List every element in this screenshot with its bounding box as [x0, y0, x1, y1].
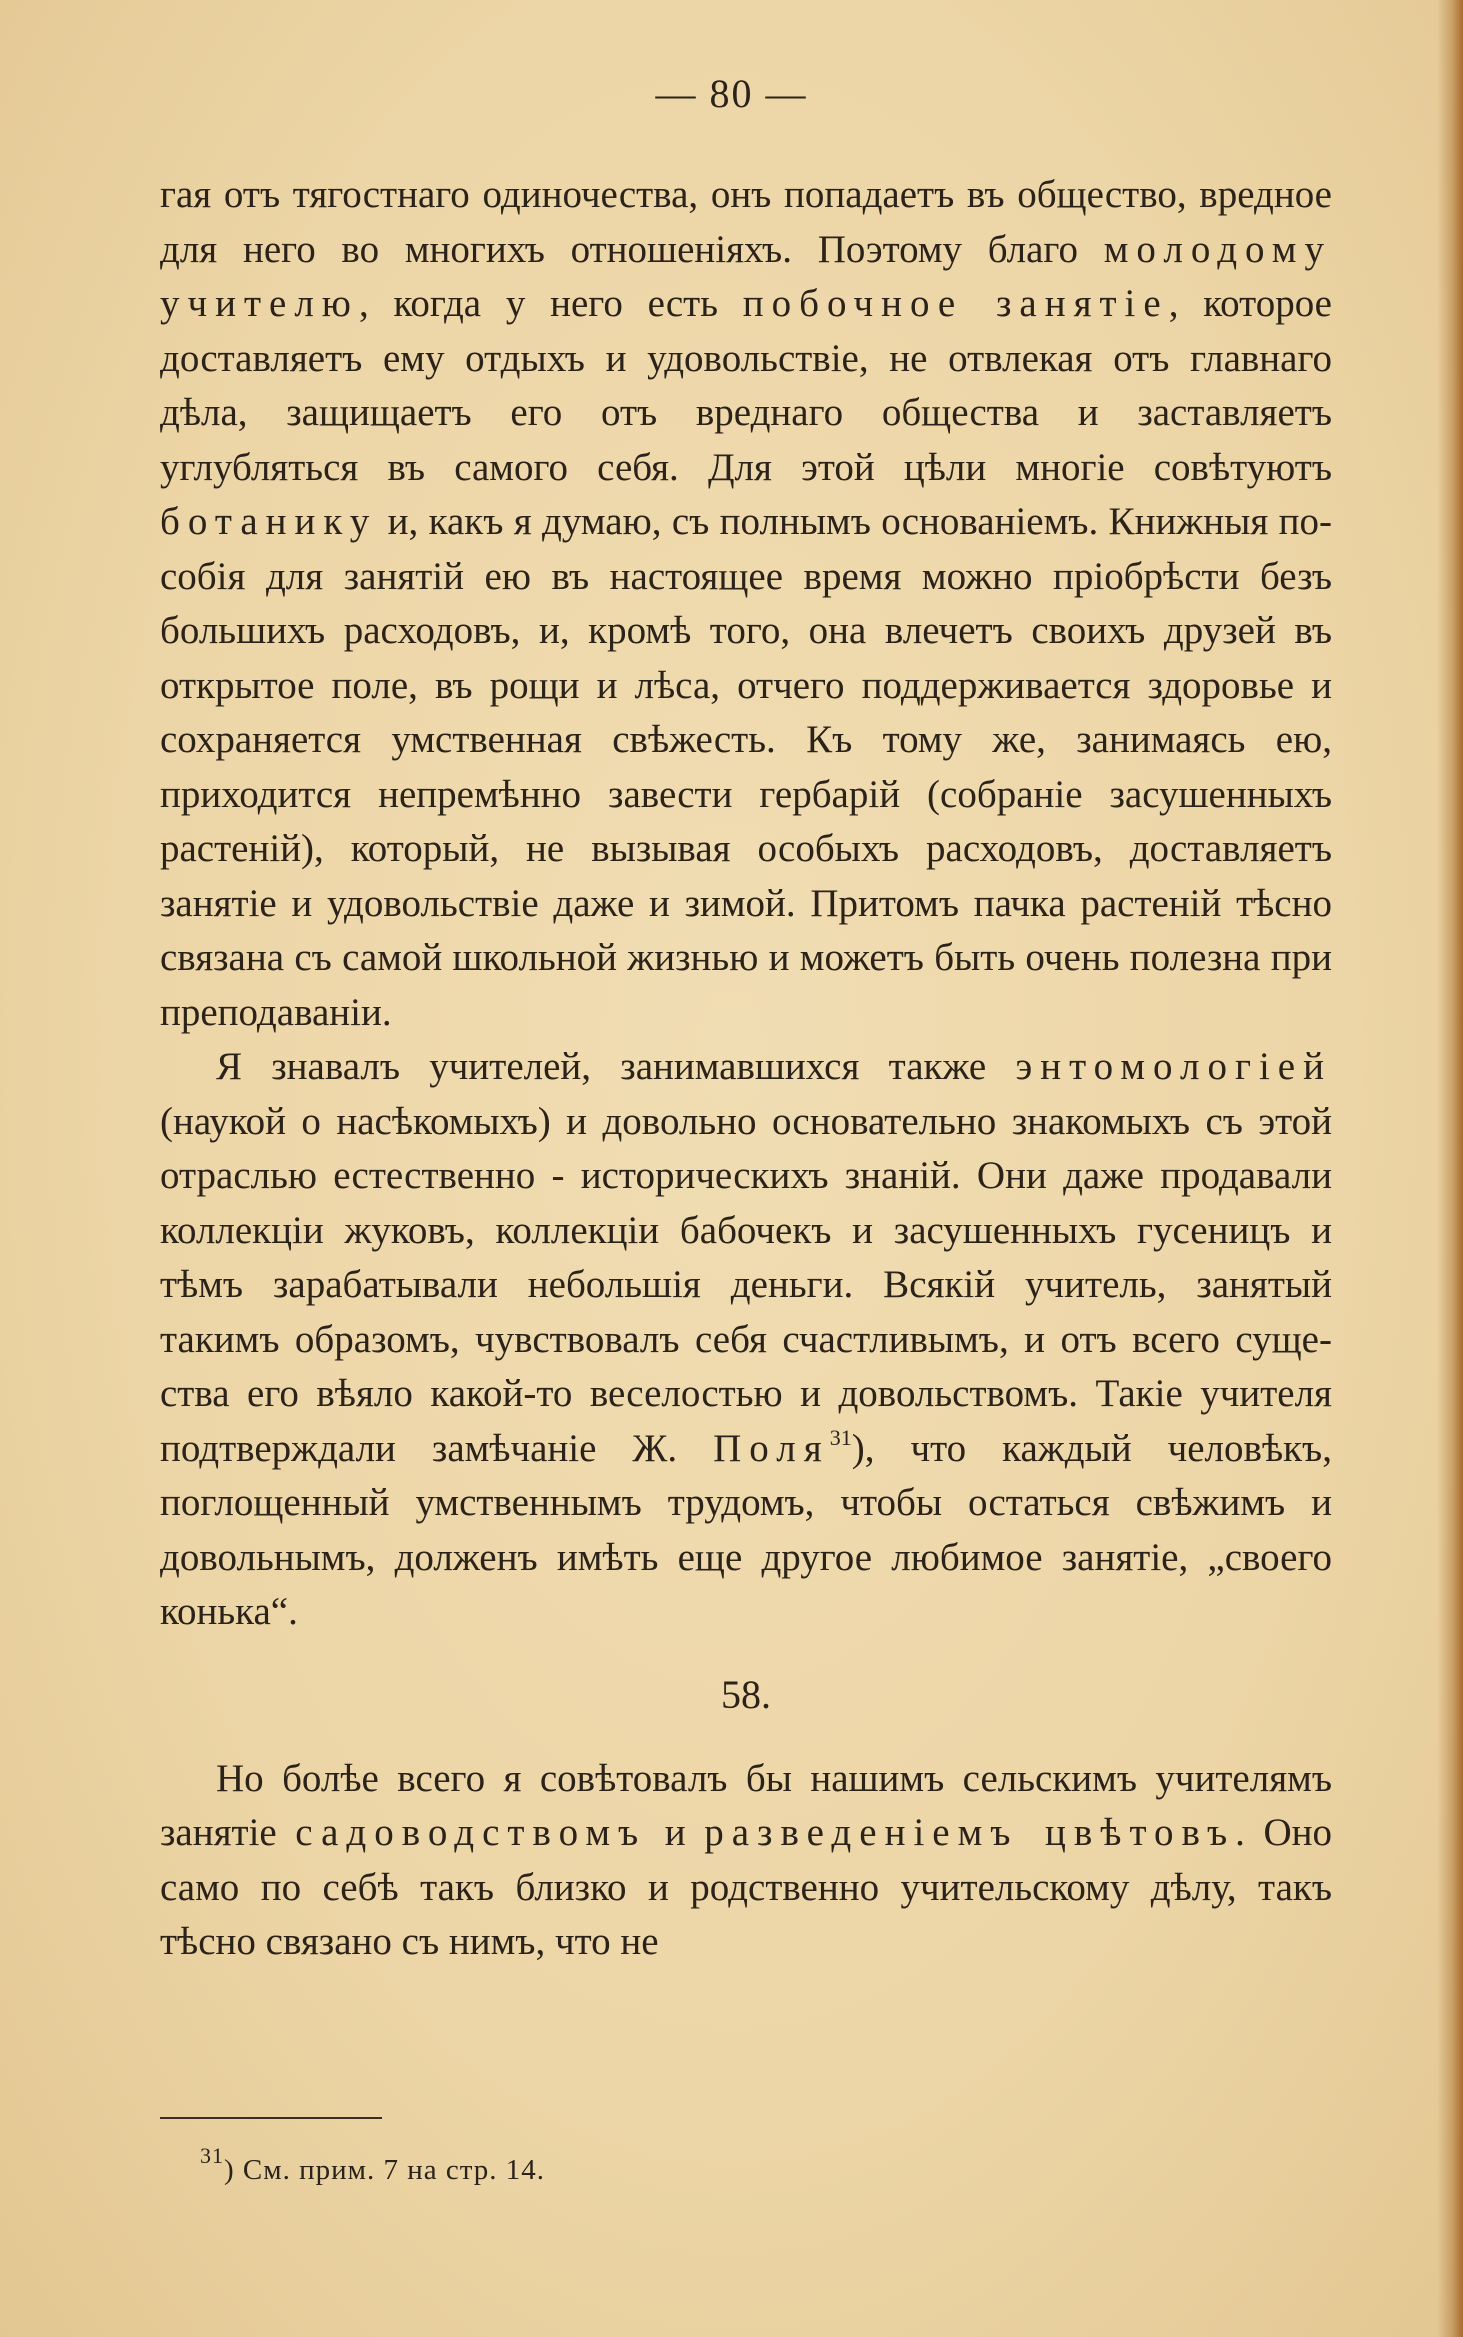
- text-run: и, какъ я думаю, съ полнымъ основаніемъ. Книжныя пособія для занятій ею въ настоящее время можно пріобрѣсти безъ большихъ расходовъ, и, кромѣ того, она влечетъ своихъ друзей въ открытое поле, въ рощи и лѣса, отчего поддерживается здоровье и сохраняется умственная свѣжесть. Къ тому же, занимаясь ею, приходится непремѣнно завести гербарій (собраніе засушенныхъ растеній), который, не вызывая особыхъ расходовъ, доставляетъ занятіе и удовольствіе даже и зимой. Притомъ пачка растеній тѣсно связана съ самой школьной жизнью и можетъ быть очень полезна при преподаваніи.: [160, 500, 1332, 1034]
- emphasized-term: побочное занятіе: [742, 282, 1169, 325]
- text-run: и: [646, 1811, 705, 1854]
- footnote-reference: 31: [829, 1424, 852, 1450]
- emphasized-term: энтомологіей: [1015, 1045, 1332, 1088]
- emphasized-term: садоводствомъ: [295, 1811, 647, 1854]
- footnote-text: ) См. прим. 7 на стр. 14.: [224, 2154, 546, 2186]
- emphasized-term: Поля: [713, 1426, 830, 1470]
- emphasized-term: разведеніемъ цвѣтовъ: [704, 1811, 1236, 1854]
- section-number: 58.: [721, 1671, 771, 1717]
- text-run: . Оно само по себѣ такъ близко и родственно учительскому дѣлу, такъ тѣсно связано съ нимъ, что не: [160, 1811, 1332, 1963]
- footnote: [200, 2143, 546, 2190]
- page-edge-shadow: [1437, 0, 1463, 2337]
- emphasized-term: ботанику: [160, 500, 378, 543]
- paragraph-3: [160, 1752, 1332, 1970]
- paragraph-2: [160, 1040, 1332, 1640]
- text-run: Я знавалъ учителей, занимавшихся также: [216, 1045, 1016, 1088]
- text-run: ), что каждый человѣкъ, поглощенный умственнымъ трудомъ, чтобы остаться свѣжимъ и довольнымъ, долженъ имѣть еще другое любимое занятіе, „своего конька“.: [160, 1426, 1332, 1633]
- text-run: гая отъ тягостнаго одиночества, онъ попадаетъ въ общество, вредное для него во многихъ отношеніяхъ. Поэтому благо: [160, 173, 1332, 271]
- text-run: , которое доставляетъ ему отдыхъ и удовольствіе, не отвлекая отъ главнаго дѣла, защищаетъ его отъ вреднаго общества и заставляетъ углубляться въ самого себя. Для этой цѣли многіе совѣтуютъ: [160, 282, 1332, 489]
- text-run: Но болѣе всего я совѣтовалъ бы нашимъ сельскимъ учителямъ занятіе: [160, 1756, 1332, 1854]
- text-run: (наукой о насѣкомыхъ) и довольно основательно знакомыхъ съ этой отраслью естественно - историческихъ знаній. Они даже продавали коллекціи жуковъ, коллекціи бабочекъ и засушенныхъ гусеницъ и тѣмъ зарабатывали небольшія деньги. Всякій учитель, занятый такимъ образомъ, чувствовалъ себя счастливымъ, и отъ всего существа его вѣяло какой-то веселостью и довольствомъ. Такіе учителя подтверждали замѣчаніе Ж.: [160, 1099, 1332, 1470]
- footnote-divider: [160, 2117, 382, 2119]
- body-text: [160, 168, 1332, 1970]
- paragraph-1: [160, 168, 1332, 1040]
- footnote-marker: 31: [200, 2143, 224, 2168]
- text-run: , когда у него есть: [358, 282, 743, 325]
- page-number: — 80 —: [655, 71, 808, 116]
- emphasized-term: молодому учителю: [160, 227, 1332, 325]
